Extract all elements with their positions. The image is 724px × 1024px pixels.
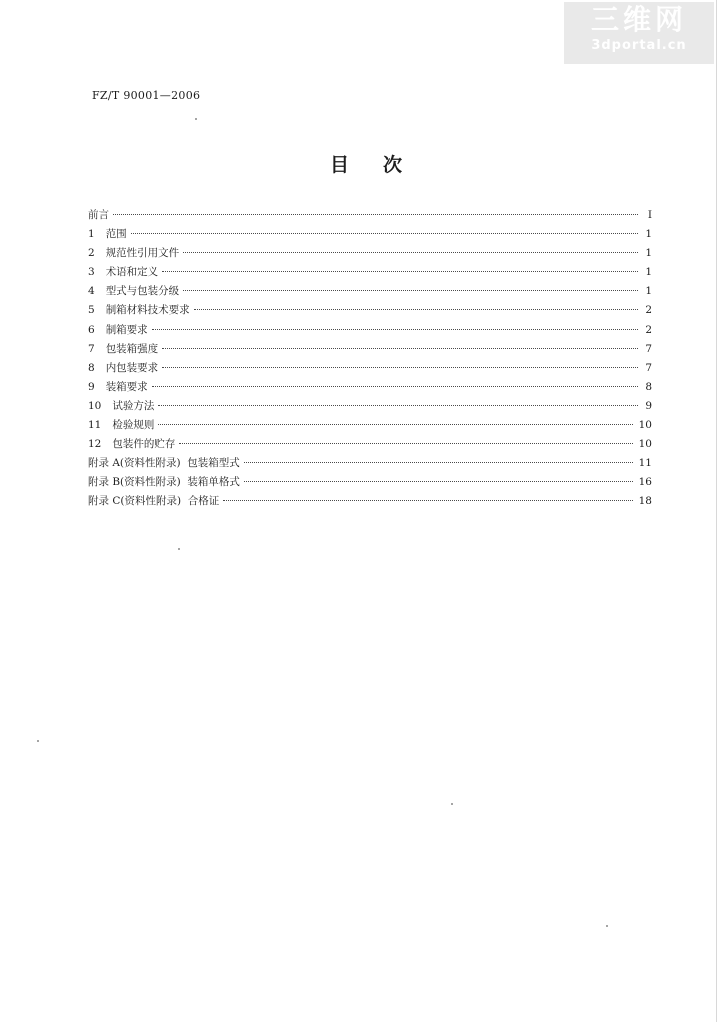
toc-entry-number: 12 xyxy=(88,438,102,451)
toc-entry-number: 7 xyxy=(88,342,95,355)
dot-leader xyxy=(179,443,632,444)
page-title: 目次 xyxy=(330,154,437,176)
dot-leader xyxy=(113,214,638,215)
toc-entry-appendix-c[interactable] xyxy=(88,492,652,511)
scan-speck xyxy=(37,740,39,742)
toc-entry-7[interactable] xyxy=(88,340,652,359)
toc-entry-label: 附录 B(资料性附录) 装箱单格式 xyxy=(88,476,240,489)
toc-entry-label: 型式与包装分级 xyxy=(105,285,180,298)
toc-entry-number: 8 xyxy=(88,361,95,374)
dot-leader xyxy=(162,348,638,349)
toc-entry-1[interactable] xyxy=(88,225,652,244)
toc-entry-foreword[interactable] xyxy=(88,206,652,225)
toc-entry-label: 术语和定义 xyxy=(105,266,159,279)
dot-leader xyxy=(244,481,633,482)
toc-entry-page: 9 xyxy=(645,399,652,412)
toc-entry-number: 1 xyxy=(88,228,95,241)
dot-leader xyxy=(152,329,638,330)
toc-entry-9[interactable] xyxy=(88,378,652,397)
toc-entry-label: 前言 xyxy=(88,209,109,221)
toc-entry-number: 3 xyxy=(88,266,95,279)
toc-entry-4[interactable] xyxy=(88,282,652,301)
toc-entry-label: 范围 xyxy=(105,228,127,241)
toc-entry-page: 2 xyxy=(645,304,652,317)
dot-leader xyxy=(152,386,638,387)
standard-number: FZ/T 90001—2006 xyxy=(92,89,201,102)
dot-leader xyxy=(244,462,633,463)
toc-entry-number: 6 xyxy=(88,323,95,336)
toc-entry-page: 10 xyxy=(638,438,652,451)
toc-entry-label: 内包装要求 xyxy=(105,361,159,374)
toc-entry-label: 试验方法 xyxy=(112,399,155,412)
dot-leader xyxy=(194,309,638,310)
dot-leader xyxy=(162,367,638,368)
toc-entry-label: 包装件的贮存 xyxy=(112,438,176,451)
toc-entry-page: 7 xyxy=(645,361,652,374)
table-of-contents xyxy=(88,206,652,512)
toc-entry-2[interactable] xyxy=(88,244,652,263)
watermark-main-text: 三维网 xyxy=(590,3,687,36)
toc-entry-3[interactable] xyxy=(88,263,652,282)
toc-entry-page: 7 xyxy=(645,342,652,355)
toc-entry-page: 2 xyxy=(645,323,652,336)
dot-leader xyxy=(183,252,638,253)
scan-speck xyxy=(451,803,453,805)
toc-entry-label: 包装箱强度 xyxy=(105,342,159,355)
toc-entry-5[interactable] xyxy=(88,301,652,320)
watermark-sub-text: 3dportal.cn xyxy=(591,38,687,53)
toc-entry-page: 1 xyxy=(645,285,652,298)
toc-entry-page: Ⅰ xyxy=(647,209,652,221)
toc-entry-8[interactable] xyxy=(88,359,652,378)
dot-leader xyxy=(158,405,638,406)
toc-entry-page: 1 xyxy=(645,228,652,241)
toc-entry-number: 11 xyxy=(88,419,102,432)
toc-entry-page: 10 xyxy=(638,419,652,432)
scan-speck xyxy=(178,548,180,550)
toc-entry-number: 5 xyxy=(88,304,95,317)
toc-entry-page: 11 xyxy=(638,457,652,470)
toc-entry-page: 1 xyxy=(645,266,652,279)
watermark-logo xyxy=(564,2,714,64)
toc-entry-12[interactable] xyxy=(88,435,652,454)
toc-entry-page: 18 xyxy=(638,495,652,508)
toc-entry-6[interactable] xyxy=(88,321,652,340)
toc-entry-page: 1 xyxy=(645,247,652,260)
toc-entry-label: 装箱要求 xyxy=(105,380,148,393)
toc-entry-10[interactable] xyxy=(88,397,652,416)
dot-leader xyxy=(131,233,638,234)
toc-entry-label: 制箱要求 xyxy=(105,323,148,336)
dot-leader xyxy=(183,290,638,291)
toc-entry-label: 检验规则 xyxy=(112,419,155,432)
toc-entry-appendix-b[interactable] xyxy=(88,473,652,492)
toc-entry-11[interactable] xyxy=(88,416,652,435)
toc-entry-label: 制箱材料技术要求 xyxy=(105,304,190,317)
toc-entry-page: 16 xyxy=(638,476,652,489)
toc-entry-label: 规范性引用文件 xyxy=(105,247,180,260)
toc-entry-number: 9 xyxy=(88,380,95,393)
toc-entry-label: 附录 C(资料性附录) 合格证 xyxy=(88,495,220,508)
toc-entry-appendix-a[interactable] xyxy=(88,454,652,473)
toc-entry-number: 10 xyxy=(88,399,102,412)
toc-entry-number: 4 xyxy=(88,285,95,298)
scan-speck xyxy=(195,118,197,120)
dot-leader xyxy=(158,424,632,425)
toc-entry-label: 附录 A(资料性附录) 包装箱型式 xyxy=(88,457,240,470)
dot-leader xyxy=(223,500,632,501)
scan-speck xyxy=(606,925,608,927)
toc-entry-number: 2 xyxy=(88,247,95,260)
toc-entry-page: 8 xyxy=(645,380,652,393)
dot-leader xyxy=(162,271,638,272)
